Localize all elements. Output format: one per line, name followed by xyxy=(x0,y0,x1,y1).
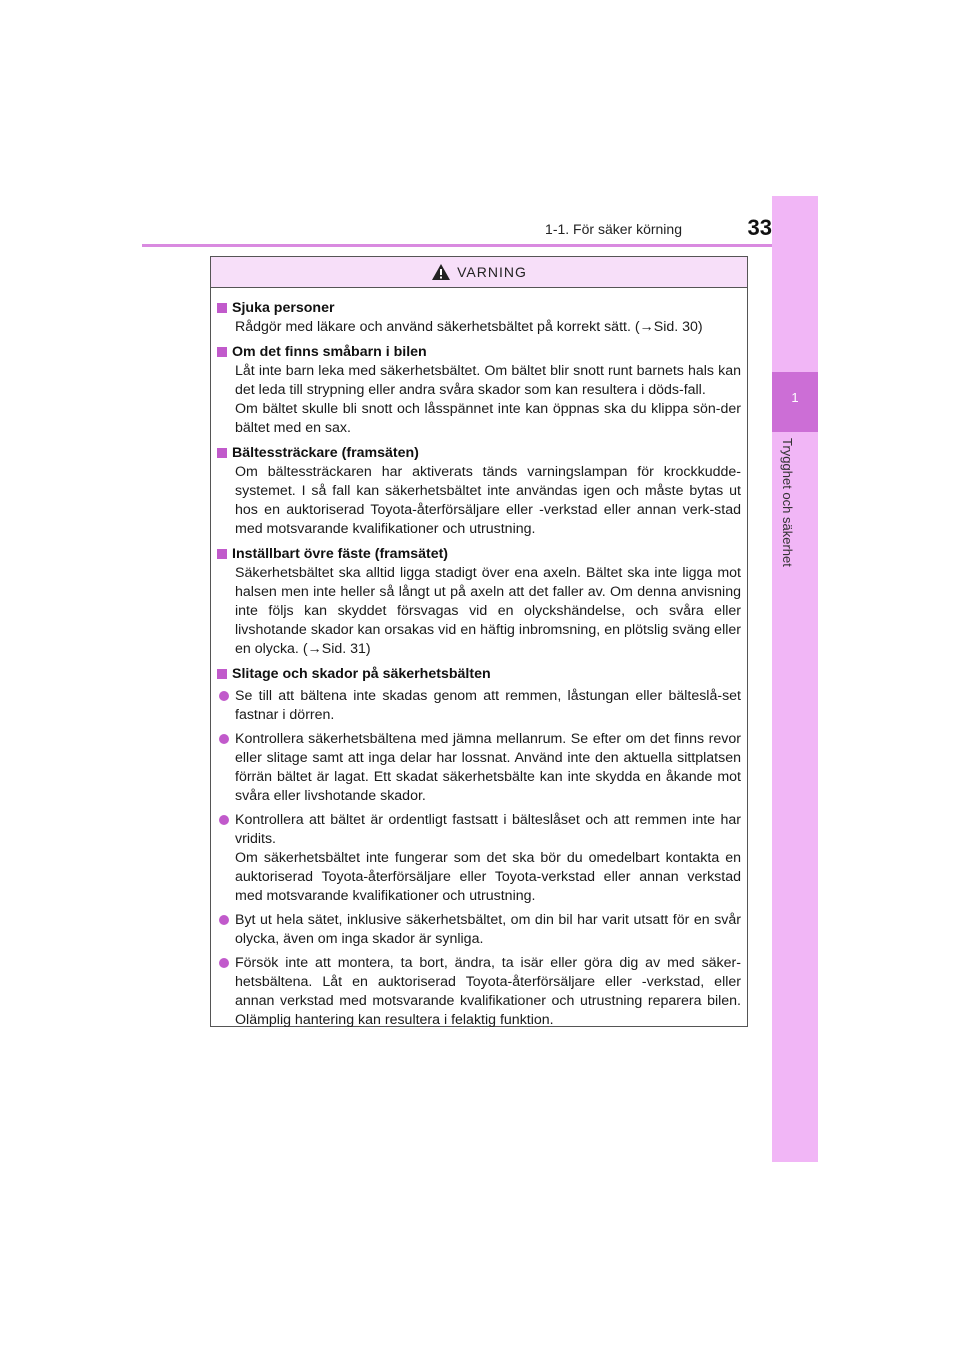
item-title: Om det finns småbarn i bilen xyxy=(232,344,427,360)
warning-header xyxy=(211,257,747,288)
chapter-side-tab xyxy=(772,196,818,1162)
item-paragraph xyxy=(217,564,741,659)
paragraph-text: Om bältessträckaren har aktiverats tänds varningslampan för krockkudde-systemet. I så fall kan säkerhetsbältet inte användas igen och måste bytas ut hos en auktoriserad Toyota-återförsäljare eller -verkstad eller annan verk-stad med motsvarande kvalifikationer och utrustning. xyxy=(235,464,741,537)
list-item xyxy=(217,687,741,725)
chapter-title: Trygghet och säkerhet xyxy=(780,438,795,567)
warning-item-upper-anchor xyxy=(217,545,741,659)
warning-item-pretensioner xyxy=(217,444,741,539)
paragraph-text: Se till att bältena inte skadas genom att remmen, låstungan eller bälteslå-set fastnar i dörren. xyxy=(235,688,741,723)
item-heading xyxy=(217,545,741,564)
warning-triangle-icon xyxy=(431,263,451,281)
item-paragraph xyxy=(217,463,741,539)
square-bullet-icon xyxy=(217,669,227,679)
list-item-text xyxy=(235,687,741,725)
item-heading xyxy=(217,299,741,318)
item-paragraph xyxy=(217,362,741,438)
item-paragraph xyxy=(217,318,741,337)
list-item-text xyxy=(235,911,741,949)
round-bullet-icon xyxy=(219,815,229,825)
warning-title: VARNING xyxy=(457,264,527,280)
paragraph-text: Låt inte barn leka med säkerhetsbältet. Om bältet blir snott runt barnets hals kan det leda till strypning eller andra svåra skador som kan resultera i döds-fall. xyxy=(235,363,741,398)
paragraph-text: Byt ut hela sätet, inklusive säkerhetsbältet, om din bil har varit utsatt för en svår olycka, även om inga skador är synliga. xyxy=(235,912,741,947)
item-title: Slitage och skador på säkerhetsbälten xyxy=(232,666,491,682)
paragraph-text: Om bältet skulle bli snott och låsspännet inte kan öppnas ska du klippa sön-der bältet med en sax. xyxy=(235,401,741,436)
square-bullet-icon xyxy=(217,303,227,313)
warning-box xyxy=(210,256,748,1027)
item-title: Bältessträckare (framsäten) xyxy=(232,445,419,461)
header-section-title: 1-1. För säker körning xyxy=(545,221,682,237)
warning-item-wear-damage xyxy=(217,665,741,1030)
paragraph-text: Säkerhetsbältet ska alltid ligga stadigt över ena axeln. Bältet ska inte ligga mot halsen men inte heller så långt ut på axeln att det faller av. Om denna anvisning inte följs kan skyddet försvagas vid en olyckshändelse, och svåra eller livshotande skador kan orsakas vid en häftig inbromsning, en plötslig sväng eller en olycka. (→Sid. 31) xyxy=(235,565,741,657)
square-bullet-icon xyxy=(217,549,227,559)
round-bullet-icon xyxy=(219,691,229,701)
list-item-text xyxy=(235,730,741,806)
round-bullet-icon xyxy=(219,734,229,744)
square-bullet-icon xyxy=(217,347,227,357)
chapter-number: 1 xyxy=(791,390,799,405)
item-title: Sjuka personer xyxy=(232,300,335,316)
paragraph-text: Om säkerhetsbältet inte fungerar som det ska bör du omedelbart kontakta en auktoriserad Toyota-återförsäljare eller Toyota-verkstad eller annan verkstad med motsvarande kvalifikationer och utrustning. xyxy=(235,850,741,904)
square-bullet-icon xyxy=(217,448,227,458)
paragraph-text: Försök inte att montera, ta bort, ändra, ta isär eller göra dig av med säker-hetsbältena. Låt en auktoriserad Toyota-återförsäljare eller -verkstad, eller annan verkstad med motsvarande kvalifikationer och utrustning reparera bilen. Olämplig hantering kan resultera i felaktig funktion. xyxy=(235,955,741,1028)
list-item-text xyxy=(235,811,741,906)
header-divider xyxy=(142,244,818,247)
page-number: 33 xyxy=(747,215,772,240)
item-heading xyxy=(217,343,741,362)
list-item xyxy=(217,730,741,806)
paragraph-text: Kontrollera att bältet är ordentligt fastsatt i bälteslåset och att remmen inte har vridits. xyxy=(235,812,741,847)
paragraph-text: Rådgör med läkare och använd säkerhetsbältet på korrekt sätt. (→Sid. 30) xyxy=(235,319,703,335)
list-item-text xyxy=(235,954,741,1030)
round-bullet-icon xyxy=(219,958,229,968)
warning-item-sick-persons xyxy=(217,299,741,337)
item-heading xyxy=(217,444,741,463)
list-item xyxy=(217,954,741,1030)
list-item xyxy=(217,911,741,949)
item-heading xyxy=(217,665,741,684)
list-item xyxy=(217,811,741,906)
round-bullet-icon xyxy=(219,915,229,925)
warning-item-small-children xyxy=(217,343,741,438)
item-title: Inställbart övre fäste (framsätet) xyxy=(232,546,449,562)
warning-body xyxy=(211,288,747,1030)
paragraph-text: Kontrollera säkerhetsbältena med jämna mellanrum. Se efter om det finns revor eller slitage samt att inga delar har lossnat. Använd inte den aktuella sittplatsen förrän bältet är lagat. Ett skadat säkerhetsbälte kan inte skydda en åkande mot svåra eller livshotande skador. xyxy=(235,731,741,804)
